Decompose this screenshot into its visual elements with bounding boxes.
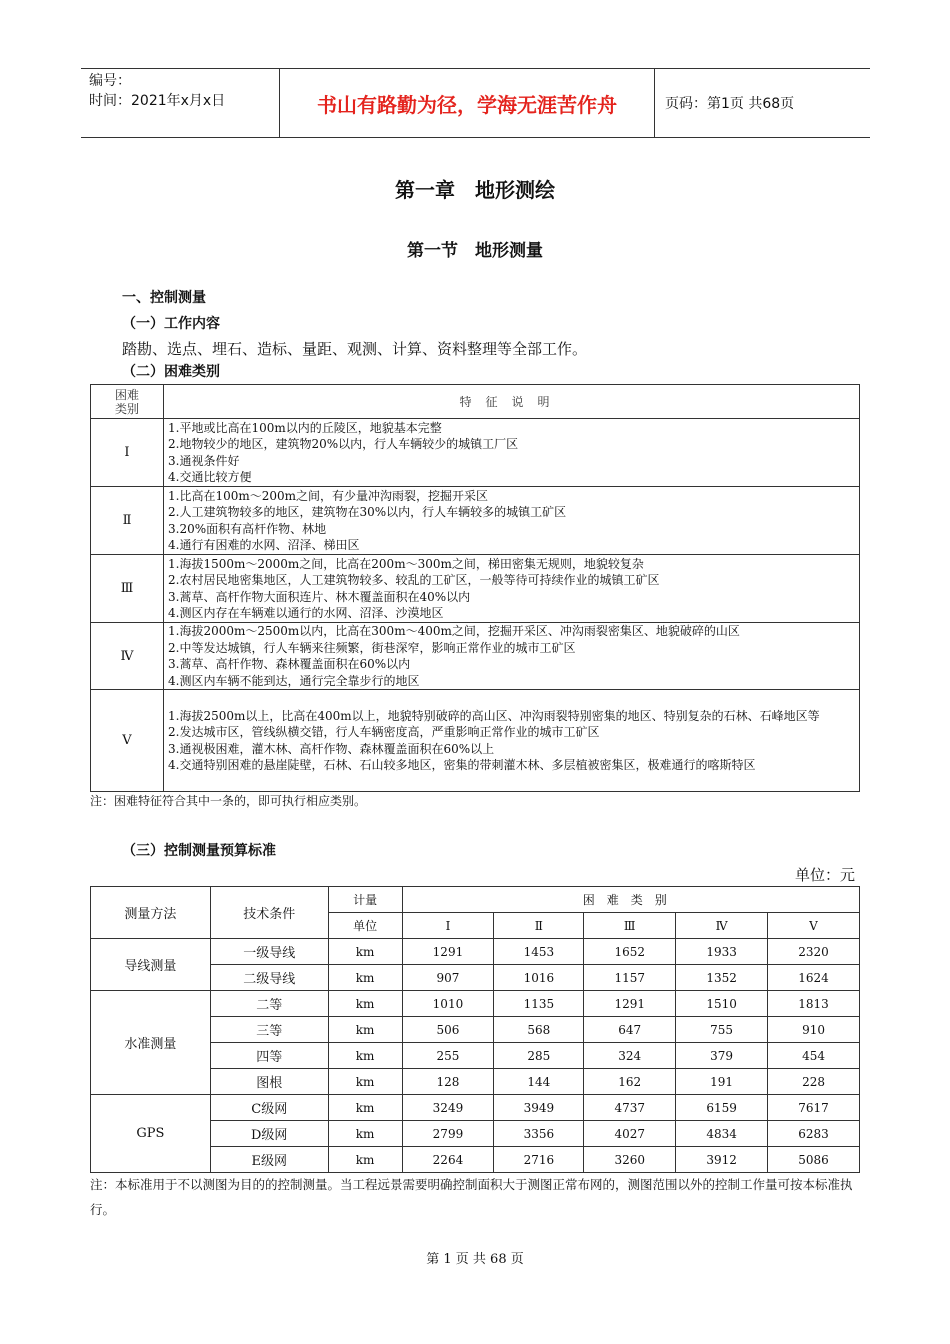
header-level-2: Ⅱ [494, 913, 584, 939]
price-cell: 2799 [402, 1121, 494, 1147]
price-cell: 379 [676, 1043, 768, 1069]
header-difficulty: 困难类别 [402, 887, 859, 913]
price-cell: 1453 [494, 939, 584, 965]
unit-cell: km [328, 991, 402, 1017]
description-line: 2.地物较少的地区，建筑物20%以内，行人车辆较少的城镇工厂区 [168, 437, 519, 451]
difficulty-category-cell: Ⅳ [91, 623, 164, 690]
price-cell: 5086 [768, 1147, 860, 1173]
header-condition: 技术条件 [210, 887, 328, 939]
heading-budget-standard: （三）控制测量预算标准 [122, 843, 276, 859]
condition-cell: 一级导线 [210, 939, 328, 965]
difficulty-category-cell: Ⅲ [91, 555, 164, 623]
heading-work-content: （一）工作内容 [122, 316, 220, 332]
price-cell: 3249 [402, 1095, 494, 1121]
price-cell: 3356 [494, 1121, 584, 1147]
description-line: 4.测区内存在车辆难以通行的水网、沼泽、沙漠地区 [168, 606, 444, 620]
price-cell: 4834 [676, 1121, 768, 1147]
description-line: 3.通视条件好 [168, 453, 240, 468]
condition-cell: 三等 [210, 1017, 328, 1043]
description-line: 1.比高在100m～200m之间，有少量冲沟雨裂，挖掘开采区 [168, 488, 489, 503]
chapter-title: 第一章 地形测绘 [395, 178, 555, 202]
price-cell: 1157 [584, 965, 676, 991]
difficulty-description-cell [164, 419, 860, 487]
price-cell: 285 [494, 1043, 584, 1069]
price-cell: 1510 [676, 991, 768, 1017]
price-cell: 255 [402, 1043, 494, 1069]
condition-cell: 二等 [210, 991, 328, 1017]
header-level-3: Ⅲ [584, 913, 676, 939]
description-line: 1.海拔2500m以上，比高在400m以上，地貌特别破碎的高山区、冲沟雨裂特别密集的地区、特别复杂的石林、石峰地区等 [168, 708, 820, 723]
table-row [91, 555, 860, 623]
header-level-1: Ⅰ [402, 913, 494, 939]
price-cell: 4737 [584, 1095, 676, 1121]
description-line: 3.蒿草、高杆作物、森林覆盖面积在60%以内 [168, 657, 411, 671]
unit-cell: km [328, 1017, 402, 1043]
price-cell: 6283 [768, 1121, 860, 1147]
table-row [91, 939, 860, 965]
price-cell: 910 [768, 1017, 860, 1043]
budget-header-row-1 [91, 887, 860, 913]
table-row [91, 1095, 860, 1121]
description-line: 4.交通比较方便 [168, 470, 252, 484]
price-cell: 228 [768, 1069, 860, 1095]
description-line: 2.人工建筑物较多的地区，建筑物在30%以内，行人车辆较多的城镇工矿区 [168, 505, 567, 519]
header-number: 编号： [89, 73, 131, 89]
price-cell: 3949 [494, 1095, 584, 1121]
price-cell: 324 [584, 1043, 676, 1069]
price-cell: 1135 [494, 991, 584, 1017]
budget-table [90, 886, 860, 1173]
unit-cell: km [328, 1121, 402, 1147]
description-line: 1.海拔2000m～2500m以内，比高在300m～400m之间，挖掘开采区、冲沟雨裂密集区、地貌破碎的山区 [168, 624, 740, 638]
table-row [91, 419, 860, 487]
price-cell: 568 [494, 1017, 584, 1043]
difficulty-category-cell: Ⅴ [91, 690, 164, 792]
header-category-line1: 困难 [114, 387, 139, 402]
description-line: 1.平地或比高在100m以内的丘陵区，地貌基本完整 [168, 420, 442, 435]
difficulty-description-cell [164, 623, 860, 690]
header-category-line2: 类别 [114, 401, 139, 416]
heading-control-survey: 一、控制测量 [122, 290, 206, 306]
description-line: 4.通行有困难的水网、沼泽、梯田区 [168, 538, 360, 552]
price-cell: 1813 [768, 991, 860, 1017]
price-cell: 1291 [584, 991, 676, 1017]
description-line: 2.中等发达城镇，行人车辆来往频繁，街巷深窄，影响正常作业的城市工矿区 [168, 640, 576, 655]
description-line: 3.通视极困难，灌木林、高杆作物、森林覆盖面积在60%以上 [168, 741, 495, 756]
difficulty-note: 注：困难特征符合其中一条的，即可执行相应类别。 [90, 794, 367, 808]
table-row [91, 690, 860, 792]
header-unit-line1: 计量 [328, 887, 402, 913]
price-cell: 506 [402, 1017, 494, 1043]
price-cell: 144 [494, 1069, 584, 1095]
price-cell: 1624 [768, 965, 860, 991]
price-cell: 6159 [676, 1095, 768, 1121]
header-level-5: Ⅴ [768, 913, 860, 939]
method-cell: 导线测量 [91, 939, 211, 991]
work-content-text: 踏勘、选点、埋石、造标、量距、观测、计算、资料整理等全部工作。 [122, 340, 588, 358]
table-row [91, 991, 860, 1017]
description-line: 3.蒿草、高杆作物大面积连片、林木覆盖面积在40%以内 [168, 589, 471, 604]
method-cell: GPS [91, 1095, 211, 1173]
price-cell: 647 [584, 1017, 676, 1043]
description-line: 1.海拔1500m～2000m之间，比高在200m～300m之间，梯田密集无规则，地貌较复杂 [168, 556, 644, 571]
description-line: 3.20%面积有高杆作物、林地 [168, 521, 327, 536]
difficulty-category-cell: Ⅰ [91, 419, 164, 487]
price-cell: 162 [584, 1069, 676, 1095]
description-line: 4.交通特别困难的悬崖陡壁，石林、石山较多地区，密集的带刺灌木林、多层植被密集区，极难通行的喀斯特区 [168, 758, 756, 772]
heading-difficulty-category: （二）困难类别 [122, 364, 220, 380]
header-description-cell: 特征说明 [164, 385, 860, 419]
header-date: 时间：2021年x月x日 [89, 93, 226, 109]
method-cell: 水准测量 [91, 991, 211, 1095]
price-cell: 1291 [402, 939, 494, 965]
price-cell: 2716 [494, 1147, 584, 1173]
price-cell: 1016 [494, 965, 584, 991]
unit-cell: km [328, 1069, 402, 1095]
budget-note: 注：本标准用于不以测图为目的的控制测量。当工程远景需要明确控制面积大于测图正常布网的，测图范围以外的控制工作量可按本标准执行。 [90, 1177, 853, 1217]
difficulty-description-cell [164, 555, 860, 623]
price-cell: 3260 [584, 1147, 676, 1173]
unit-label: 单位：元 [795, 866, 856, 884]
table-header-row [91, 385, 860, 419]
price-cell: 2264 [402, 1147, 494, 1173]
section-title: 第一节 地形测量 [407, 241, 543, 261]
header-page-info: 页码：第1页 共68页 [665, 96, 795, 112]
price-cell: 2320 [768, 939, 860, 965]
price-cell: 1010 [402, 991, 494, 1017]
condition-cell: 四等 [210, 1043, 328, 1069]
header-meta [81, 69, 280, 137]
condition-cell: 二级导线 [210, 965, 328, 991]
difficulty-category-cell: Ⅱ [91, 487, 164, 555]
difficulty-table [90, 384, 860, 792]
price-cell: 907 [402, 965, 494, 991]
price-cell: 7617 [768, 1095, 860, 1121]
unit-cell: km [328, 965, 402, 991]
price-cell: 1652 [584, 939, 676, 965]
header-motto: 书山有路勤为径，学海无涯苦作舟 [280, 69, 655, 137]
header-unit-line2: 单位 [328, 913, 402, 939]
condition-cell: 图根 [210, 1069, 328, 1095]
price-cell: 128 [402, 1069, 494, 1095]
table-row [91, 623, 860, 690]
unit-cell: km [328, 1095, 402, 1121]
header-method: 测量方法 [91, 887, 211, 939]
price-cell: 1352 [676, 965, 768, 991]
description-line: 2.农村居民地密集地区，人工建筑物较多、较乱的工矿区，一般等待可持续作业的城镇工矿区 [168, 573, 660, 587]
price-cell: 191 [676, 1069, 768, 1095]
unit-cell: km [328, 939, 402, 965]
header-level-4: Ⅳ [676, 913, 768, 939]
table-row [91, 487, 860, 555]
price-cell: 1933 [676, 939, 768, 965]
condition-cell: C级网 [210, 1095, 328, 1121]
unit-cell: km [328, 1147, 402, 1173]
description-line: 4.测区内车辆不能到达，通行完全靠步行的地区 [168, 673, 420, 688]
condition-cell: E级网 [210, 1147, 328, 1173]
difficulty-description-cell [164, 690, 860, 792]
difficulty-description-cell [164, 487, 860, 555]
page-header [81, 68, 870, 138]
price-cell: 3912 [676, 1147, 768, 1173]
price-cell: 755 [676, 1017, 768, 1043]
condition-cell: D级网 [210, 1121, 328, 1147]
description-line: 2.发达城市区，管线纵横交错，行人车辆密度高，严重影响正常作业的城市工矿区 [168, 725, 600, 739]
price-cell: 454 [768, 1043, 860, 1069]
price-cell: 4027 [584, 1121, 676, 1147]
page-footer: 第 1 页 共 68 页 [426, 1252, 524, 1267]
header-category-cell [91, 385, 164, 419]
unit-cell: km [328, 1043, 402, 1069]
